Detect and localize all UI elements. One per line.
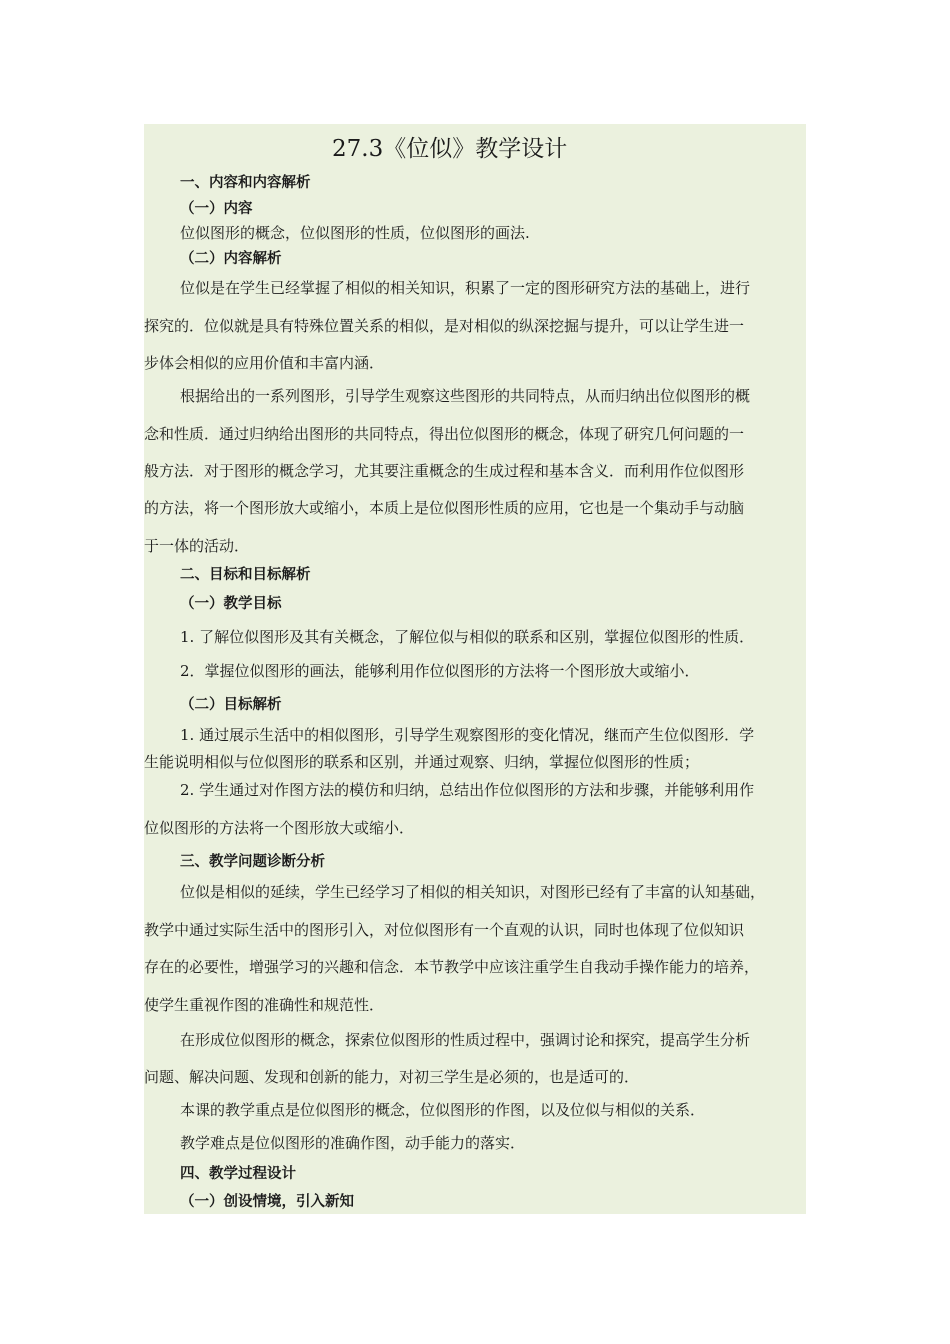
paragraph-line: 2. 学生通过对作图方法的模仿和归纳，总结出作位似图形的方法和步骤，并能够利用作: [180, 781, 755, 799]
section-heading-process: 四、教学过程设计: [180, 1166, 296, 1182]
paragraph-line: 探究的．位似就是具有特殊位置关系的相似，是对相似的纵深挖掘与提升，可以让学生进一: [144, 317, 745, 335]
paragraph-line: 问题、解决问题、发现和创新的能力，对初三学生是必须的，也是适可的．: [144, 1068, 640, 1086]
section-heading-diagnosis: 三、教学问题诊断分析: [180, 854, 325, 870]
paragraph-line: 本课的教学重点是位似图形的概念，位似图形的作图，以及位似与相似的关系．: [180, 1101, 706, 1119]
paragraph-line: 于一体的活动．: [144, 537, 250, 555]
paragraph-line: 位似是相似的延续，学生已经学习了相似的相关知识，对图形已经有了丰富的认知基础，: [180, 883, 766, 901]
section-heading-content: 一、内容和内容解析: [180, 175, 311, 191]
paragraph-line: 教学难点是位似图形的准确作图，动手能力的落实．: [180, 1134, 526, 1152]
paragraph-line: 在形成位似图形的概念，探索位似图形的性质过程中，强调讨论和探究，提高学生分析: [180, 1031, 751, 1049]
paragraph-line: 1. 了解位似图形及其有关概念，了解位似与相似的联系和区别，掌握位似图形的性质．: [180, 628, 755, 646]
paragraph-line: 般方法．对于图形的概念学习，尤其要注重概念的生成过程和基本含义．而利用作位似图形: [144, 462, 745, 480]
paragraph-line: 2．掌握位似图形的画法，能够利用作位似图形的方法将一个图形放大或缩小．: [180, 662, 700, 680]
paragraph-line: 的方法，将一个图形放大或缩小，本质上是位似图形性质的应用，它也是一个集动手与动脑: [144, 499, 745, 517]
paragraph-line: 步体会相似的应用价值和丰富内涵．: [144, 354, 385, 372]
subsection-heading-objective-analysis: （二）目标解析: [180, 697, 282, 713]
subsection-heading-teaching-objectives: （一）教学目标: [180, 596, 282, 612]
document-page: [144, 124, 806, 1214]
paragraph-line: 1. 通过展示生活中的相似图形，引导学生观察图形的变化情况，继而产生位似图形．学: [180, 726, 755, 744]
paragraph-line: 位似图形的方法将一个图形放大或缩小．: [144, 819, 415, 837]
paragraph-line: 生能说明相似与位似图形的联系和区别，并通过观察、归纳，掌握位似图形的性质；: [144, 753, 700, 771]
document-title: 27.3《位似》教学设计: [332, 136, 568, 162]
paragraph-line: 位似图形的概念，位似图形的性质，位似图形的画法.: [180, 224, 530, 242]
paragraph-line: 使学生重视作图的准确性和规范性．: [144, 996, 385, 1014]
paragraph-line: 存在的必要性，增强学习的兴趣和信念．本节教学中应该注重学生自我动手操作能力的培养，: [144, 958, 760, 976]
paragraph-line: 位似是在学生已经掌握了相似的相关知识，积累了一定的图形研究方法的基础上，进行: [180, 279, 751, 297]
section-heading-objectives: 二、目标和目标解析: [180, 567, 311, 583]
paragraph-line: 念和性质．通过归纳给出图形的共同特点，得出位似图形的概念，体现了研究几何问题的一: [144, 425, 745, 443]
paragraph-line: 教学中通过实际生活中的图形引入，对位似图形有一个直观的认识，同时也体现了位似知识: [144, 921, 745, 939]
subsection-heading-analysis: （二）内容解析: [180, 251, 282, 267]
subsection-heading-content: （一）内容: [180, 201, 253, 217]
paragraph-line: 根据给出的一系列图形，引导学生观察这些图形的共同特点，从而归纳出位似图形的概: [180, 387, 751, 405]
subsection-heading-situation: （一）创设情境，引入新知: [180, 1194, 354, 1210]
